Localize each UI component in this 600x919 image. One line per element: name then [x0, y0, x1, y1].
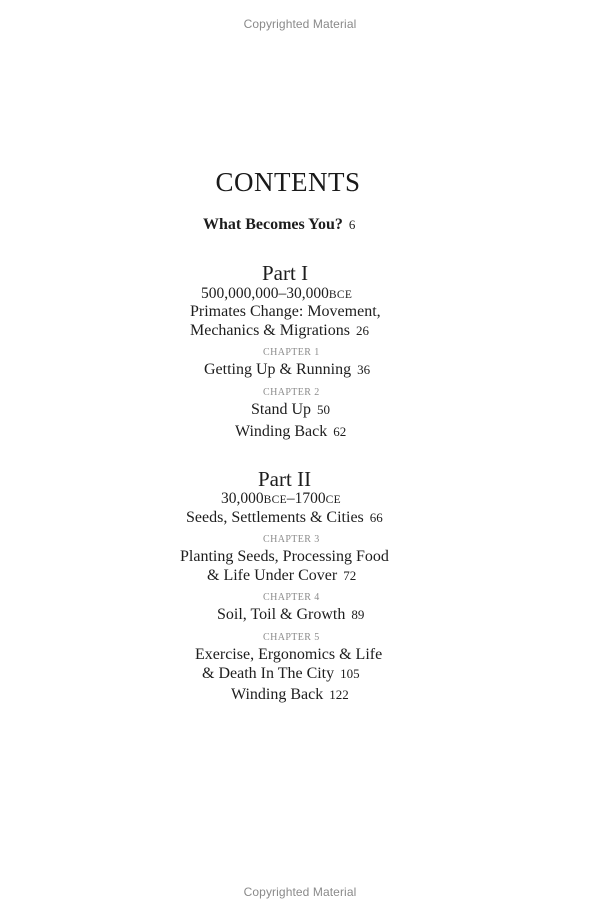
toc-entry-title: Winding Back — [231, 686, 324, 703]
chapter-1-label: CHAPTER 1 — [263, 347, 320, 358]
page-number: 26 — [355, 323, 369, 338]
toc-entry-chapter-2[interactable] — [251, 400, 330, 419]
toc-entry-part-1-section[interactable] — [190, 302, 381, 340]
chapter-4-label: CHAPTER 4 — [263, 592, 320, 603]
toc-entry-title: Stand Up — [251, 401, 311, 418]
copyright-watermark-top: Copyrighted Material — [243, 17, 357, 31]
page-number: 122 — [329, 687, 349, 702]
toc-entry-line — [180, 566, 389, 585]
part-2-dates — [221, 490, 341, 508]
date-range: 30,000 — [221, 490, 264, 507]
page-number: 105 — [340, 666, 360, 681]
toc-entry-line — [190, 321, 381, 340]
toc-entry-title: Winding Back — [235, 423, 328, 440]
toc-entry-line: Planting Seeds, Processing Food — [180, 548, 389, 565]
copyright-watermark-bottom: Copyrighted Material — [243, 885, 357, 899]
toc-entry-chapter-1[interactable] — [204, 360, 370, 379]
chapter-5-label: CHAPTER 5 — [263, 632, 320, 643]
toc-entry-title: & Death In The City — [202, 665, 335, 682]
part-1-heading: Part I — [262, 261, 309, 285]
toc-entry-part-2-winding-back[interactable] — [231, 685, 349, 704]
era-label: CE — [325, 494, 341, 506]
page-number: 72 — [343, 568, 357, 583]
toc-entry-title: Mechanics & Migrations — [190, 322, 350, 339]
contents-heading: CONTENTS — [215, 167, 361, 197]
toc-entry-chapter-4[interactable] — [217, 605, 364, 624]
era-label: BCE — [328, 289, 353, 301]
toc-entry-title: Getting Up & Running — [204, 361, 352, 378]
toc-entry-line: Primates Change: Movement, — [190, 303, 381, 320]
page-number: 62 — [333, 424, 347, 439]
date-range: 500,000,000–30,000 — [201, 285, 329, 302]
toc-entry-intro[interactable] — [203, 216, 355, 234]
chapter-3-label: CHAPTER 3 — [263, 534, 320, 545]
page-number: 36 — [357, 362, 371, 377]
page-number: 89 — [351, 607, 365, 622]
chapter-2-label: CHAPTER 2 — [263, 387, 320, 398]
page-number: 6 — [348, 217, 356, 232]
toc-entry-part-1-winding-back[interactable] — [235, 422, 346, 441]
page-number: 66 — [369, 510, 383, 525]
page-number: 50 — [317, 402, 330, 417]
part-2-heading: Part II — [258, 467, 312, 491]
toc-entry-chapter-5[interactable] — [195, 645, 382, 683]
toc-entry-title: Seeds, Settlements & Cities — [186, 509, 364, 526]
era-label: BCE — [263, 494, 287, 506]
toc-entry-title: & Life Under Cover — [207, 567, 338, 584]
toc-entry-line: Exercise, Ergonomics & Life — [195, 646, 383, 663]
part-1-dates — [201, 285, 352, 303]
date-range: –1700 — [286, 490, 326, 507]
toc-entry-title: What Becomes You? — [203, 216, 343, 233]
toc-entry-part-2-section[interactable] — [186, 508, 383, 527]
toc-entry-chapter-3[interactable] — [180, 547, 389, 585]
toc-entry-line — [195, 664, 382, 683]
toc-entry-title: Soil, Toil & Growth — [217, 606, 346, 623]
